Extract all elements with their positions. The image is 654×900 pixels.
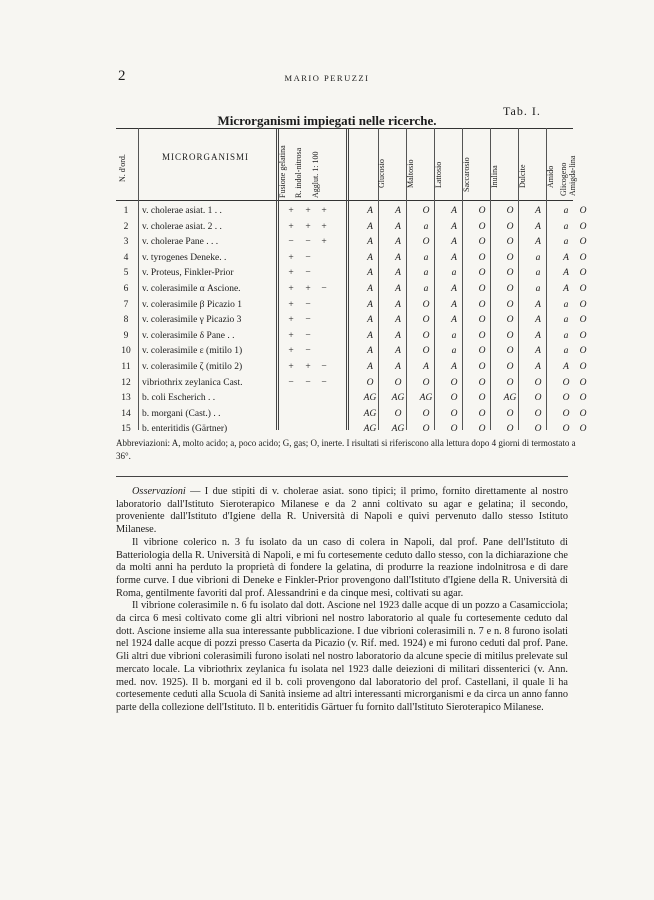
cell-sugar: O (506, 299, 514, 310)
cell-sugar: O (579, 268, 587, 279)
col-header-indolnitrosa: R. indol-nitrosa (294, 147, 303, 198)
cell-sugar: A (395, 206, 401, 216)
cell-sugar: O (422, 237, 430, 248)
col-header-fusione: Fusione gelatina (278, 145, 287, 198)
cell-sugar: A (395, 361, 401, 372)
cell-sugar: A (367, 237, 373, 248)
cell-sugar: O (534, 393, 542, 404)
table-row (116, 408, 587, 425)
cell-sugar: A (367, 283, 373, 294)
cell-sugar: O (579, 315, 587, 326)
row-number: 12 (121, 377, 131, 388)
cell-sugar: O (478, 206, 486, 216)
cell-sugar: O (450, 424, 458, 435)
cell-sugar: O (506, 377, 514, 388)
cell-sugar: O (506, 424, 514, 435)
table-row (116, 346, 587, 362)
cell-sugar: O (562, 424, 570, 435)
cell-sugar: O (478, 237, 486, 248)
observations-label: Osservazioni (132, 486, 186, 497)
cell-sugar: AG (363, 393, 377, 404)
paragraph-2: Il vibrione colerico n. 3 fu isolato da un caso di colera in Napoli, dal prof. Pane dell'Istituto di Batteriologia della R. Università di Napoli, e mi fu cortesemente ceduto dallo stesso, con la dichiarazione che da molti anni ha perduto la proprietà di fondere la gelatina, di produrre la reazione indolnitrosa e di dare forme curve. I due vibrioni di Deneke e Finkler-Prior provengono dall'Istituto d'Igiene della R. Università di Roma, gentilmente favoriti dal prof. Alessandrini e da cinque mesi, coltivati su agar. (116, 536, 568, 599)
cell-sugar: O (562, 377, 570, 388)
cell-sugar: A (367, 252, 373, 263)
cell-sugar: O (579, 408, 587, 419)
organism-name: b. morgani (Cast.) . . (142, 408, 221, 419)
paragraph-1 (116, 486, 568, 537)
cell-agglut: + (321, 221, 327, 232)
cell-sugar: O (506, 330, 514, 341)
organism-name: v. colerasimile α Ascione. (142, 283, 241, 294)
cell-sugar: A (367, 315, 373, 326)
cell-sugar: O (579, 377, 587, 388)
cell-sugar: A (563, 361, 569, 372)
cell-sugar: A (535, 330, 541, 341)
row-number: 15 (121, 424, 131, 435)
abbreviations-note: Abbreviazioni: A, molto acido; a, poco acido; G, gas; O, inerte. I risultati si riferiscono alla lettura dopo 4 giorni di termostato a 36°. (116, 438, 576, 461)
cell-sugar: O (579, 346, 587, 357)
cell-sugar: A (367, 299, 373, 310)
cell-fusione: + (288, 221, 294, 232)
cell-sugar: O (422, 424, 430, 435)
table-row (116, 393, 587, 409)
cell-sugar: O (506, 408, 514, 419)
row-number: 5 (123, 268, 129, 279)
cell-sugar: O (478, 315, 486, 326)
cell-sugar: a (423, 283, 429, 294)
row-number: 2 (123, 221, 129, 232)
cell-indolnitrosa: − (305, 346, 311, 357)
cell-sugar: A (367, 330, 373, 341)
cell-sugar: O (579, 299, 587, 310)
cell-sugar: A (563, 252, 569, 263)
cell-agglut: + (321, 237, 327, 248)
cell-sugar: A (535, 299, 541, 310)
cell-sugar: O (506, 221, 514, 232)
cell-sugar: O (478, 299, 486, 310)
cell-sugar: O (478, 252, 486, 263)
cell-sugar: a (535, 268, 541, 279)
cell-sugar: O (534, 377, 542, 388)
organism-name: v. cholerae asiat. 1 . . (142, 206, 222, 216)
cell-sugar: O (506, 361, 514, 372)
table-row (116, 299, 587, 316)
cell-sugar: A (451, 237, 457, 248)
cell-sugar: a (563, 315, 569, 326)
row-number: 8 (123, 315, 129, 326)
cell-sugar: AG (363, 424, 377, 435)
cell-sugar: O (534, 408, 542, 419)
table-row (116, 377, 587, 394)
cell-sugar: O (394, 408, 402, 419)
table-body (116, 206, 587, 440)
cell-sugar: A (395, 283, 401, 294)
cell-sugar: A (535, 221, 541, 232)
table-row (116, 283, 587, 300)
cell-sugar: A (395, 346, 401, 357)
cell-sugar: A (395, 315, 401, 326)
cell-sugar: O (579, 206, 587, 216)
organism-name: v. colerasimile β Picazio 1 (142, 299, 242, 310)
cell-sugar: a (451, 268, 457, 279)
cell-sugar: A (535, 361, 541, 372)
cell-sugar: O (506, 268, 514, 279)
cell-indolnitrosa: − (305, 299, 311, 310)
cell-sugar: A (451, 299, 457, 310)
cell-sugar: a (423, 268, 429, 279)
cell-sugar: A (563, 283, 569, 294)
cell-fusione: + (288, 361, 294, 372)
cell-indolnitrosa: + (305, 361, 311, 372)
col-header-amigdalina: Amigda-lina (568, 155, 577, 196)
row-number: 9 (123, 330, 129, 341)
table-row (116, 361, 587, 378)
cell-sugar: a (563, 299, 569, 310)
cell-sugar: A (563, 268, 569, 279)
cell-sugar: O (478, 393, 486, 404)
row-number: 3 (123, 237, 129, 248)
table-row (116, 268, 587, 284)
cell-sugar: A (451, 361, 457, 372)
row-number: 14 (121, 408, 131, 419)
cell-indolnitrosa: − (305, 377, 311, 388)
row-number: 10 (121, 346, 131, 357)
organism-name: v. colerasimile γ Picazio 3 (142, 315, 242, 326)
cell-sugar: a (563, 206, 569, 216)
col-header-microrganismi: MICRORGANISMI (162, 152, 250, 162)
cell-fusione: + (288, 346, 294, 357)
cell-sugar: O (478, 346, 486, 357)
cell-sugar: A (535, 237, 541, 248)
divider (116, 476, 568, 477)
organism-name: v. colerasimile δ Pane . . (142, 330, 235, 341)
row-number: 6 (123, 283, 129, 294)
col-header-saccarosio: Saccarosio (462, 157, 471, 192)
col-header-lattosio: Lattosio (434, 161, 443, 188)
cell-sugar: A (451, 315, 457, 326)
cell-sugar: a (563, 330, 569, 341)
organism-name: v. colerasimile ζ (mitilo 2) (142, 361, 243, 372)
cell-sugar: O (562, 408, 570, 419)
table-row (116, 206, 587, 222)
table-label: Tab. I. (503, 104, 541, 118)
cell-sugar: a (535, 252, 541, 263)
cell-sugar: A (423, 361, 429, 372)
cell-sugar: A (367, 361, 373, 372)
observations-text (116, 486, 568, 715)
row-number: 11 (121, 361, 131, 372)
cell-sugar: O (478, 221, 486, 232)
cell-sugar: AG (503, 393, 517, 404)
cell-fusione: + (288, 252, 294, 263)
table-row (116, 330, 587, 347)
col-header-glicogeno: Glicogeno (559, 162, 568, 196)
cell-fusione: − (288, 237, 294, 248)
cell-sugar: A (451, 221, 457, 232)
cell-sugar: O (579, 330, 587, 341)
cell-sugar: a (451, 330, 457, 341)
cell-fusione: + (288, 206, 294, 216)
cell-sugar: O (478, 424, 486, 435)
cell-sugar: O (579, 283, 587, 294)
col-header-amido: Amido (546, 165, 555, 188)
cell-agglut: − (321, 361, 327, 372)
organism-name: v. tyrogenes Deneke. . (142, 252, 227, 263)
cell-indolnitrosa: + (305, 206, 311, 216)
cell-sugar: O (478, 408, 486, 419)
cell-sugar: O (506, 206, 514, 216)
cell-sugar: a (563, 346, 569, 357)
cell-sugar: A (367, 221, 373, 232)
row-number: 1 (123, 206, 129, 216)
cell-sugar: A (395, 268, 401, 279)
cell-fusione: + (288, 330, 294, 341)
running-head: MARIO PERUZZI (284, 73, 370, 83)
cell-agglut: − (321, 377, 327, 388)
cell-fusione: + (288, 315, 294, 326)
cell-sugar: O (579, 221, 587, 232)
row-number: 13 (121, 393, 131, 404)
cell-sugar: a (423, 252, 429, 263)
cell-sugar: A (395, 237, 401, 248)
cell-sugar: A (395, 299, 401, 310)
table-row (116, 221, 587, 238)
cell-sugar: A (395, 252, 401, 263)
col-header-n-ord: N. d'ord. (118, 154, 127, 182)
cell-sugar: O (422, 315, 430, 326)
cell-sugar: O (422, 346, 430, 357)
cell-fusione: + (288, 268, 294, 279)
cell-fusione: + (288, 283, 294, 294)
cell-indolnitrosa: + (305, 221, 311, 232)
organism-name: v. Proteus, Finkler-Prior (142, 268, 234, 279)
col-header-inulina: Inulina (490, 165, 499, 188)
organism-name: v. cholerae asiat. 2 . . (142, 221, 222, 232)
cell-sugar: O (450, 408, 458, 419)
cell-sugar: O (366, 377, 374, 388)
cell-sugar: O (478, 330, 486, 341)
cell-sugar: AG (419, 393, 433, 404)
cell-sugar: A (451, 252, 457, 263)
cell-sugar: a (451, 346, 457, 357)
cell-sugar: A (395, 330, 401, 341)
cell-fusione: − (288, 377, 294, 388)
page-number: 2 (118, 68, 126, 84)
cell-sugar: O (478, 283, 486, 294)
cell-sugar: A (535, 315, 541, 326)
cell-sugar: O (506, 315, 514, 326)
organism-name: b. enteritidis (Gärtner) (142, 424, 228, 435)
cell-sugar: A (367, 346, 373, 357)
cell-sugar: A (451, 206, 457, 216)
cell-sugar: O (506, 283, 514, 294)
cell-sugar: A (367, 268, 373, 279)
cell-sugar: a (563, 221, 569, 232)
cell-sugar: O (579, 424, 587, 435)
table-title: Microrganismi impiegati nelle ricerche. (217, 113, 437, 128)
cell-fusione: + (288, 299, 294, 310)
cell-sugar: a (563, 237, 569, 248)
col-header-agglut: Agglut. 1: 100 (311, 151, 320, 198)
table-row (116, 252, 587, 269)
cell-sugar: O (534, 424, 542, 435)
cell-sugar: A (535, 346, 541, 357)
organism-name: vibriothrix zeylanica Cast. (142, 377, 243, 388)
cell-sugar: O (422, 408, 430, 419)
organism-name: b. coli Escherich . . (142, 393, 216, 404)
cell-agglut: + (321, 206, 327, 216)
cell-sugar: O (506, 252, 514, 263)
cell-agglut: − (321, 283, 327, 294)
cell-sugar: A (395, 221, 401, 232)
cell-sugar: O (506, 346, 514, 357)
cell-sugar: A (535, 206, 541, 216)
cell-indolnitrosa: − (305, 237, 311, 248)
cell-indolnitrosa: − (305, 330, 311, 341)
cell-sugar: O (422, 377, 430, 388)
cell-sugar: O (506, 237, 514, 248)
cell-sugar: a (423, 221, 429, 232)
cell-sugar: O (422, 330, 430, 341)
cell-sugar: O (478, 377, 486, 388)
cell-sugar: O (478, 361, 486, 372)
row-number: 4 (123, 252, 129, 263)
organism-name: v. cholerae Pane . . . (142, 237, 219, 248)
cell-sugar: A (367, 206, 373, 216)
cell-indolnitrosa: + (305, 283, 311, 294)
table-row (116, 237, 587, 253)
cell-sugar: O (422, 206, 430, 216)
cell-sugar: O (478, 268, 486, 279)
cell-indolnitrosa: − (305, 252, 311, 263)
table-row (116, 315, 587, 331)
cell-sugar: O (450, 393, 458, 404)
cell-sugar: O (562, 393, 570, 404)
cell-sugar: A (451, 283, 457, 294)
cell-indolnitrosa: − (305, 268, 311, 279)
col-header-glucosio: Glucosio (377, 159, 386, 188)
cell-sugar: O (579, 361, 587, 372)
paragraph-1-text: — I due stipiti di v. cholerae asiat. sono tipici; il primo, fornito direttamente al nostro laboratorio dall'Istituto Sieroterapico Milanese e da 2 anni coltivato su agar e gelatina; il secondo, proveniente dall'Istituto d'Igiene della R. Università di Napoli e quivi pervenuto dallo stesso Istituto Milanese. (116, 486, 568, 536)
col-header-maltosio: Maltosio (406, 159, 415, 188)
row-number: 7 (123, 299, 129, 310)
cell-indolnitrosa: − (305, 315, 311, 326)
cell-sugar: O (422, 299, 430, 310)
cell-sugar: AG (391, 424, 405, 435)
cell-sugar: O (579, 252, 587, 263)
cell-sugar: O (450, 377, 458, 388)
paragraph-3: Il vibrione colerasimile n. 6 fu isolato dal dott. Ascione nel 1923 dalle acque di un pozzo a Casamicciola; da circa 6 mesi coltivato come gli altri vibrioni nel nostro laboratorio al quale fu cortesemente ceduto dal dott. Ascione insieme alla sua interessante pubblicazione. I due vibrioni colerasimili n. 7 e n. 8 furono isolati nel 1924 dalle acque di pozzi presso Caserta da Picazio (v. Rif. med. 1924) e mi furono ceduti dal prof. Pane. Gli altri due vibrioni colerasimili furono isolati nel nostro laboratorio da alcune specie di mitilus prelevate sul mercato locale. La vibriothrix zeylanica fu isolata nel 1923 dalle deiezioni di militari dissenterici (v. Ann. med. nov. 1925). Il b. morgani ed il b. coli provengono dal laboratorio del prof. Castellani, il quale li ha cortesemente ceduti alla Scuola di Sanità insieme ad altri interessanti microrganismi e da circa un anno fanno parte della collezione dell'Istituto. Il b. enteritidis Gärtuer fu fornito dall'Istituto Sieroterapico Milanese. (116, 600, 568, 713)
col-header-dulcite: Dulcite (518, 164, 527, 188)
cell-sugar: O (579, 393, 587, 404)
organism-name: v. colerasimile ε (mitilo 1) (142, 346, 243, 357)
cell-sugar: O (579, 237, 587, 248)
cell-sugar: AG (363, 408, 377, 419)
cell-sugar: AG (391, 393, 405, 404)
cell-sugar: a (535, 283, 541, 294)
cell-sugar: O (394, 377, 402, 388)
